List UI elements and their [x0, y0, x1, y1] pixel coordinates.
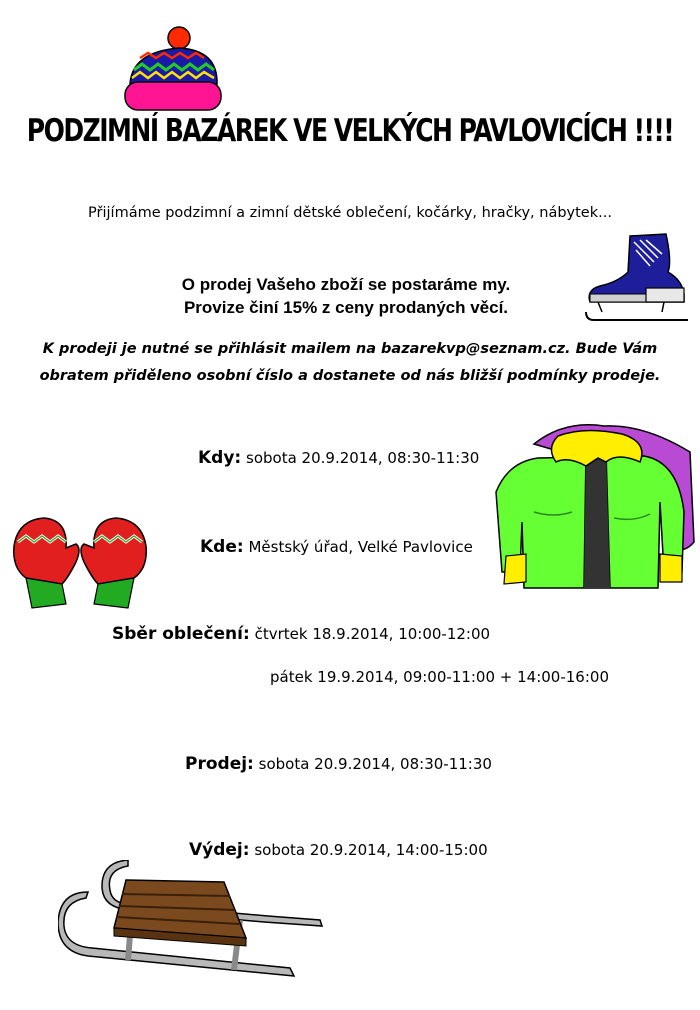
intro-text: Přijímáme podzimní a zimní dětské oblečení, kočárky, hračky, nábytek... — [88, 205, 612, 221]
collection-value-2: pátek 19.9.2014, 09:00-11:00 + 14:00-16:00 — [270, 668, 609, 686]
pickup-row — [189, 840, 488, 860]
where-label: Kde: — [200, 537, 244, 557]
when-value: sobota 20.9.2014, 08:30-11:30 — [246, 449, 480, 467]
when-row — [198, 448, 479, 468]
page-title: PODZIMNÍ BAZÁREK VE VELKÝCH PAVLOVICÍCH !!!! — [26, 112, 674, 149]
register-info-line-1: K prodeji je nutné se přihlásit mailem na bazarekvp@seznam.cz. Bude Vám — [42, 341, 658, 357]
sale-info-line-1: O prodej Vašeho zboží se postaráme my. — [181, 275, 511, 294]
sled-icon — [58, 860, 328, 992]
collection-label: Sběr oblečení: — [112, 624, 250, 644]
collection-value-1: čtvrtek 18.9.2014, 10:00-12:00 — [254, 625, 491, 643]
where-value: Městský úřad, Velké Pavlovice — [248, 538, 473, 556]
knit-hat-icon — [122, 22, 222, 114]
collection-row — [112, 624, 490, 644]
ice-skate-icon — [584, 232, 694, 324]
collection-row-2 — [270, 668, 609, 686]
sale-info-line-2: Provize činí 15% z ceny prodaných věcí. — [183, 298, 509, 317]
sale-row — [185, 754, 492, 774]
mittens-icon — [10, 512, 150, 612]
pickup-label: Výdej: — [189, 840, 250, 860]
sale-value: sobota 20.9.2014, 08:30-11:30 — [258, 755, 492, 773]
when-label: Kdy: — [198, 448, 242, 468]
register-info-line-2: obratem přiděleno osobní číslo a dostanete od nás bližší podmínky prodeje. — [39, 368, 661, 384]
winter-jacket-icon — [494, 422, 700, 594]
pickup-value: sobota 20.9.2014, 14:00-15:00 — [254, 841, 488, 859]
sale-label: Prodej: — [185, 754, 254, 774]
where-row — [200, 537, 473, 557]
